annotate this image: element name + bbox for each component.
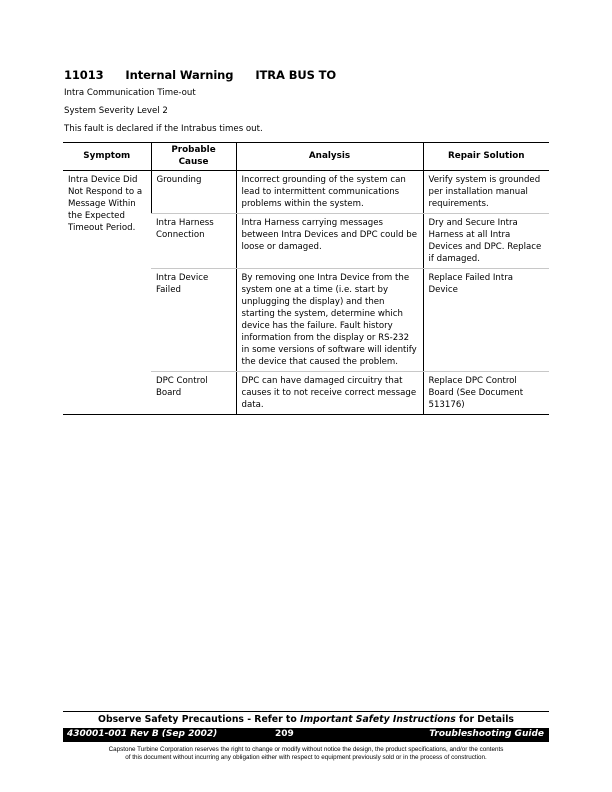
analysis-cell: Intra Harness carrying messages between Intra Devices and DPC could be loose or damaged. xyxy=(236,214,423,269)
safety-suffix: for Details xyxy=(455,714,514,725)
disclaimer-line: Capstone Turbine Corporation reserves the right to change or modify without notice the design, the product specifications, and/or the contents xyxy=(108,746,504,753)
symptom-cell: Intra Device Did Not Respond to a Message Within the Expected Timeout Period. xyxy=(63,171,151,415)
table-row xyxy=(63,171,549,214)
solution-cell: Verify system is grounded per installation manual requirements. xyxy=(423,171,549,214)
analysis-cell: DPC can have damaged circuitry that causes it to not receive correct message data. xyxy=(236,372,423,415)
disclaimer xyxy=(63,746,549,762)
header-probable-cause: Probable Cause xyxy=(151,143,236,171)
table-header-row xyxy=(63,143,549,171)
cause-cell: Intra Harness Connection xyxy=(151,214,236,269)
solution-cell: Dry and Secure Intra Harness at all Intra Devices and DPC. Replace if damaged. xyxy=(423,214,549,269)
fault-name: ITRA BUS TO xyxy=(255,68,337,82)
solution-cell: Replace Failed Intra Device xyxy=(423,269,549,372)
guide-name: Troubleshooting Guide xyxy=(429,729,544,739)
fault-description: Intra Communication Time-out xyxy=(64,88,196,98)
disclaimer-line: of this document without incurring any obligation either with respect to equipment previously sold or in the process of construction. xyxy=(125,754,487,761)
fault-category: Internal Warning xyxy=(125,68,234,82)
cause-cell: Intra Device Failed xyxy=(151,269,236,372)
cause-cell: DPC Control Board xyxy=(151,372,236,415)
document-number: 430001-001 Rev B (Sep 2002) xyxy=(67,729,218,739)
header-symptom: Symptom xyxy=(63,143,151,171)
fault-heading xyxy=(64,68,354,82)
fault-code: 11013 xyxy=(64,68,104,82)
safety-prefix: Observe Safety Precautions - Refer to xyxy=(98,714,301,725)
fault-declaration: This fault is declared if the Intrabus times out. xyxy=(64,124,263,134)
page-number: 209 xyxy=(275,729,294,739)
header-repair-solution: Repair Solution xyxy=(423,143,549,171)
troubleshooting-table xyxy=(63,142,549,415)
solution-cell: Replace DPC Control Board (See Document 513176) xyxy=(423,372,549,415)
header-analysis: Analysis xyxy=(236,143,423,171)
cause-cell: Grounding xyxy=(151,171,236,214)
analysis-cell: By removing one Intra Device from the system one at a time (i.e. start by unplugging the display) and then starting the system, determine which device has the failure. Fault history information from the display or RS-232 in some versions of software will identify the device that caused the problem. xyxy=(236,269,423,372)
footer-divider xyxy=(63,711,549,712)
footer-bar xyxy=(63,728,549,742)
fault-severity: System Severity Level 2 xyxy=(64,106,168,116)
analysis-cell: Incorrect grounding of the system can lead to intermittent communications problems within the system. xyxy=(236,171,423,214)
safety-notice xyxy=(63,714,549,725)
safety-instructions-reference: Important Safety Instructions xyxy=(300,714,456,725)
